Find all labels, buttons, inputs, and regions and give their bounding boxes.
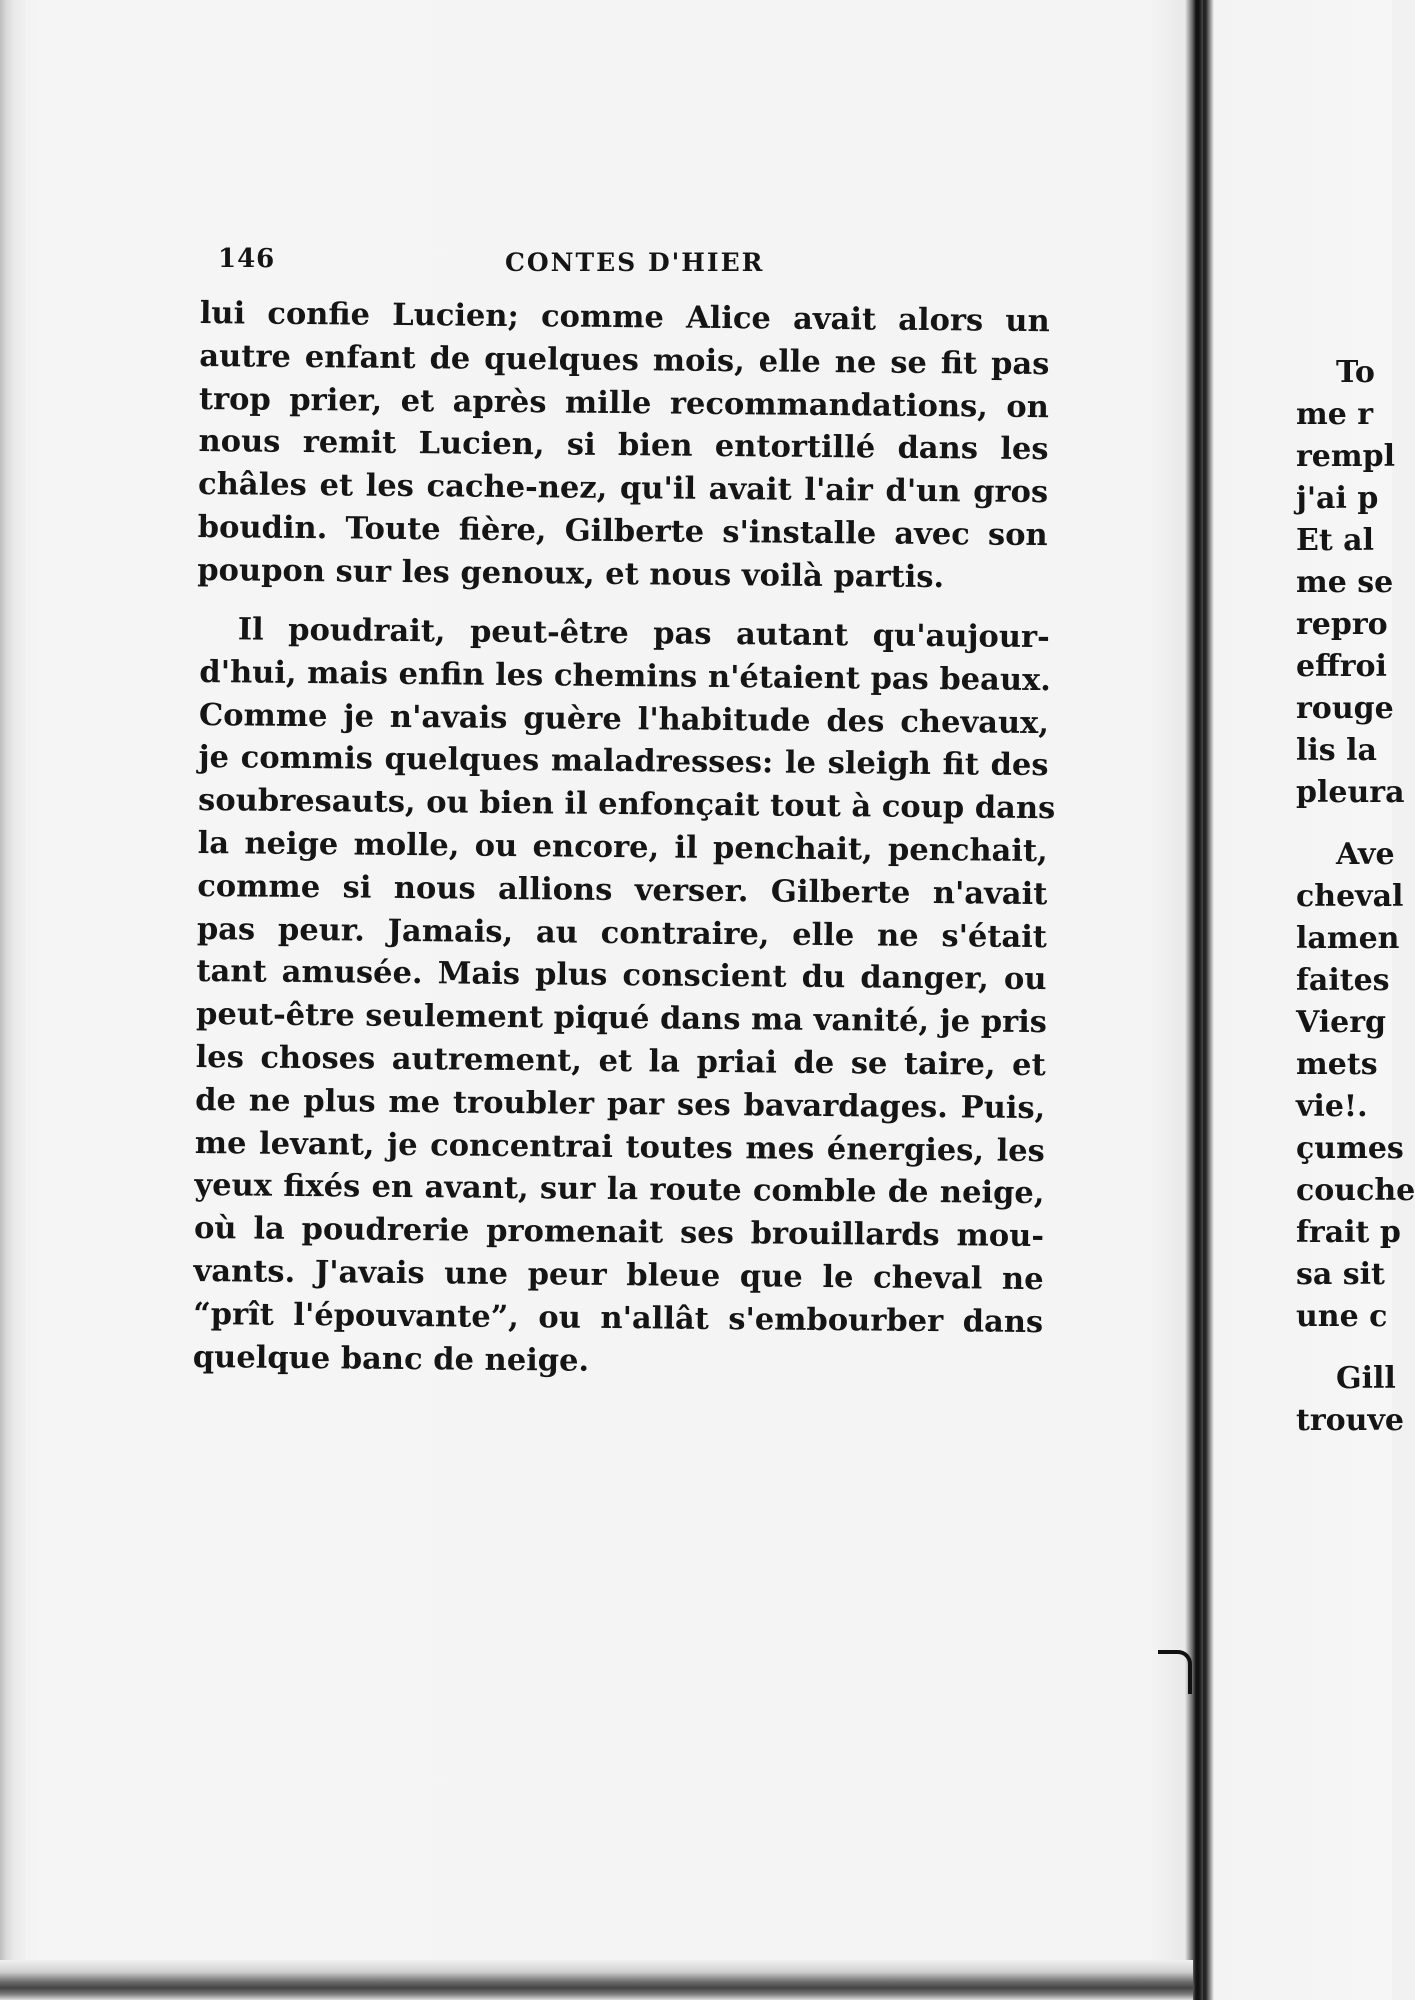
facing-line: Et al bbox=[1296, 523, 1375, 558]
text-line: comme si nous allions verser. Gilberte n'avait bbox=[197, 867, 1048, 912]
page-number: 146 bbox=[218, 244, 276, 274]
text-line: me levant, je concentrai toutes mes énergies, les bbox=[194, 1124, 1046, 1169]
paragraph-2 bbox=[193, 608, 1080, 1387]
text-line: Il poudrait, peut-être pas autant qu'aujour- bbox=[237, 610, 1050, 655]
facing-line: çumes bbox=[1296, 1131, 1404, 1166]
left-page bbox=[192, 230, 1080, 1378]
facing-line: me se bbox=[1296, 565, 1394, 600]
text-line: poupon sur les genoux, et nous voilà partis. bbox=[197, 551, 945, 595]
facing-line: j'ai p bbox=[1296, 481, 1379, 516]
facing-line: vie!. bbox=[1296, 1089, 1368, 1124]
text-line: peut-être seulement piqué dans ma vanité, je pris bbox=[195, 995, 1048, 1040]
text-line: trop prier, et après mille recommandations, on bbox=[198, 380, 1050, 425]
facing-line: effroi bbox=[1296, 649, 1387, 684]
facing-line: Vierg bbox=[1296, 1005, 1387, 1040]
text-line: pas peur. Jamais, au contraire, elle ne s'était bbox=[196, 910, 1048, 955]
gutter-fold-mark bbox=[1158, 1650, 1192, 1694]
facing-line: frait p bbox=[1296, 1215, 1401, 1250]
facing-line: me r bbox=[1296, 397, 1374, 432]
facing-line: repro bbox=[1296, 607, 1388, 642]
paragraph-1 bbox=[197, 292, 1080, 600]
facing-line: lis la bbox=[1296, 733, 1377, 768]
text-line: vants. J'avais une peur bleue que le cheval ne bbox=[193, 1252, 1044, 1297]
text-line: où la poudrerie promenait ses brouillards mou- bbox=[193, 1209, 1045, 1254]
text-line: je commis quelques maladresses: le sleigh fit des bbox=[198, 738, 1049, 784]
facing-line: pleura bbox=[1296, 775, 1405, 810]
text-line: de ne plus me troubler par ses bavardages. Puis, bbox=[195, 1081, 1046, 1126]
text-line: la neige molle, ou encore, il penchait, penchait, bbox=[197, 824, 1048, 869]
page-left-edge-shadow bbox=[0, 0, 26, 2000]
text-line: tant amusée. Mais plus conscient du danger, ou bbox=[196, 952, 1047, 998]
page-bottom-edge-shadow bbox=[0, 1960, 1195, 2000]
facing-line: To bbox=[1336, 355, 1375, 390]
text-line: les choses autrement, et la priai de se taire, et bbox=[195, 1038, 1046, 1083]
facing-line: couche bbox=[1296, 1173, 1415, 1208]
facing-line: rouge bbox=[1296, 691, 1394, 726]
facing-paragraph-gap bbox=[1296, 814, 1392, 834]
facing-line: lamen bbox=[1296, 921, 1400, 956]
book-gutter bbox=[1193, 0, 1203, 2000]
facing-line: Gill bbox=[1336, 1361, 1396, 1396]
text-line: boudin. Toute fière, Gilberte s'installe avec son bbox=[197, 508, 1048, 554]
facing-line: faites bbox=[1296, 963, 1390, 998]
facing-page-fragment bbox=[1296, 352, 1415, 1442]
facing-paragraph-gap bbox=[1296, 1338, 1392, 1358]
facing-line: rempl bbox=[1296, 439, 1396, 474]
facing-line: Ave bbox=[1336, 837, 1395, 872]
facing-line: mets bbox=[1296, 1047, 1378, 1082]
running-header bbox=[200, 230, 1080, 280]
facing-line: cheval bbox=[1296, 879, 1404, 914]
text-line: lui confie Lucien; comme Alice avait alors un bbox=[199, 294, 1050, 340]
text-line: Comme je n'avais guère l'habitude des chevaux, bbox=[198, 696, 1050, 741]
facing-line: une c bbox=[1296, 1299, 1388, 1334]
facing-line: trouve bbox=[1296, 1403, 1405, 1438]
text-line: soubresauts, ou bien il enfonçait tout à coup dans bbox=[197, 781, 1056, 826]
text-line: yeux fixés en avant, sur la route comble de neige, bbox=[194, 1166, 1045, 1212]
text-line: d'hui, mais enfin les chemins n'étaient pas beaux. bbox=[199, 653, 1052, 698]
text-line: autre enfant de quelques mois, elle ne se fit pas bbox=[199, 337, 1050, 382]
facing-line: sa sit bbox=[1296, 1257, 1385, 1292]
text-line: quelque banc de neige. bbox=[192, 1338, 590, 1378]
running-title: CONTES D'HIER bbox=[505, 248, 765, 277]
text-line: châles et les cache-nez, qu'il avait l'air d'un gros bbox=[197, 466, 1049, 511]
text-line: “prît l'épouvante”, ou n'allât s'embourber dans bbox=[193, 1295, 1044, 1340]
text-line: nous remit Lucien, si bien entortillé dans les bbox=[198, 423, 1049, 468]
